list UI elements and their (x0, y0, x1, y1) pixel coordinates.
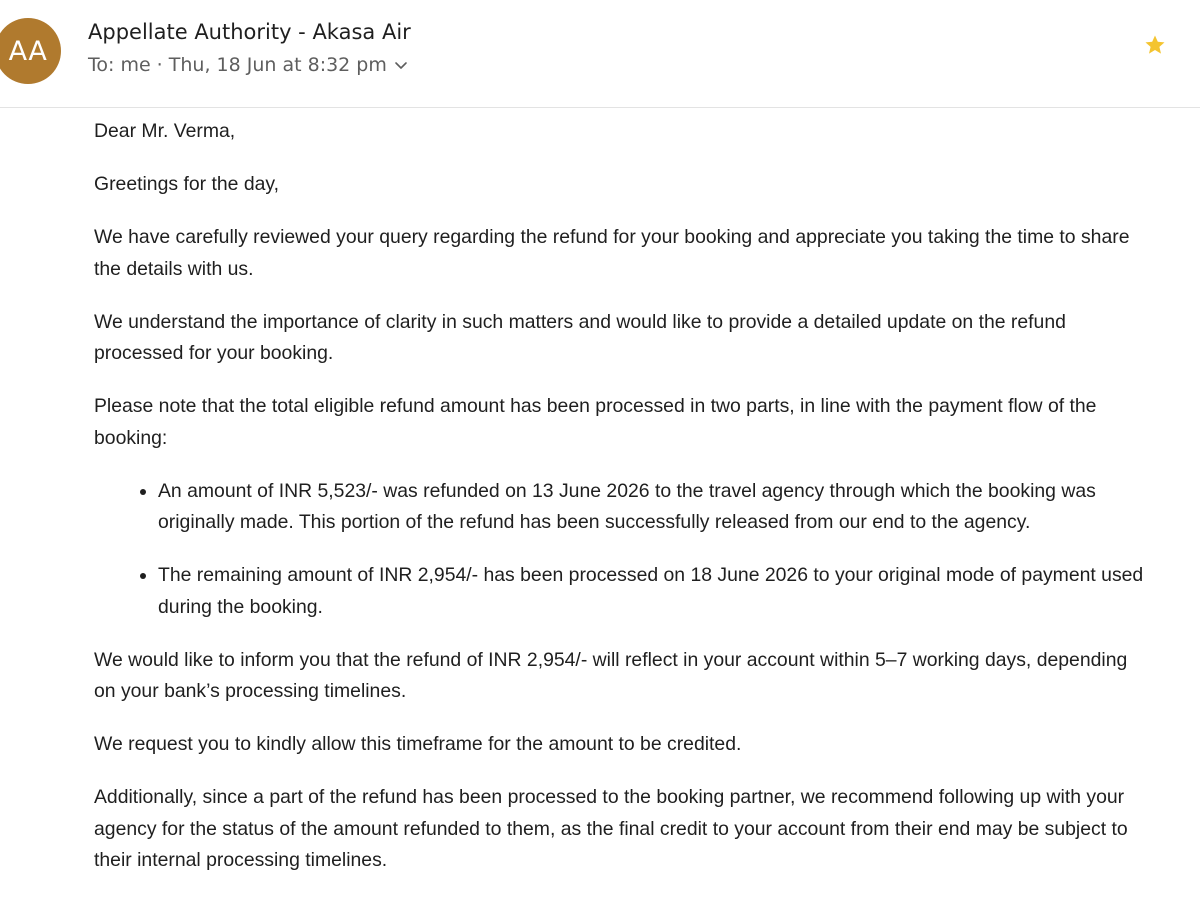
star-icon[interactable] (1143, 33, 1167, 57)
chevron-down-icon (393, 57, 409, 73)
recipient-line: To: me · Thu, 18 Jun at 8:32 pm (88, 54, 387, 76)
paragraph-timeline: We would like to inform you that the refund of INR 2,954/- will reflect in your account within 5–7 working days, depending on your bank’s processing timelines. (94, 648, 1128, 702)
recipient-details-toggle[interactable] (88, 54, 409, 76)
paragraph-request: We request you to kindly allow this timeframe for the amount to be credited. (94, 733, 742, 755)
sender-name[interactable]: Appellate Authority - Akasa Air (88, 20, 411, 44)
paragraph-agency-followup: Additionally, since a part of the refund has been processed to the booking partner, we recommend following up with your agency for the status of the amount refunded to them, as the final credit to your account from their end may be subject to their internal processing timelines. (94, 786, 1128, 871)
email-body (94, 116, 1154, 898)
refund-breakdown-list (94, 476, 1154, 624)
list-item: An amount of INR 5,523/- was refunded on 13 June 2026 to the travel agency through which the booking was originally made. This portion of the refund has been successfully released from our end to the agency. (158, 476, 1154, 539)
email-header (0, 0, 1200, 108)
paragraph-clarity: We understand the importance of clarity in such matters and would like to provide a detailed update on the refund processed for your booking. (94, 310, 1066, 364)
paragraph-refund-parts: Please note that the total eligible refund amount has been processed in two parts, in line with the payment flow of the booking: (94, 395, 1097, 449)
salutation: Greetings for the day, (94, 173, 280, 195)
paragraph-review: We have carefully reviewed your query regarding the refund for your booking and appreciate you taking the time to share the details with us. (94, 226, 1130, 280)
avatar[interactable]: AA (0, 18, 61, 84)
greeting: Dear Mr. Verma, (94, 120, 236, 142)
list-item: The remaining amount of INR 2,954/- has been processed on 18 June 2026 to your original mode of payment used during the booking. (158, 560, 1154, 623)
